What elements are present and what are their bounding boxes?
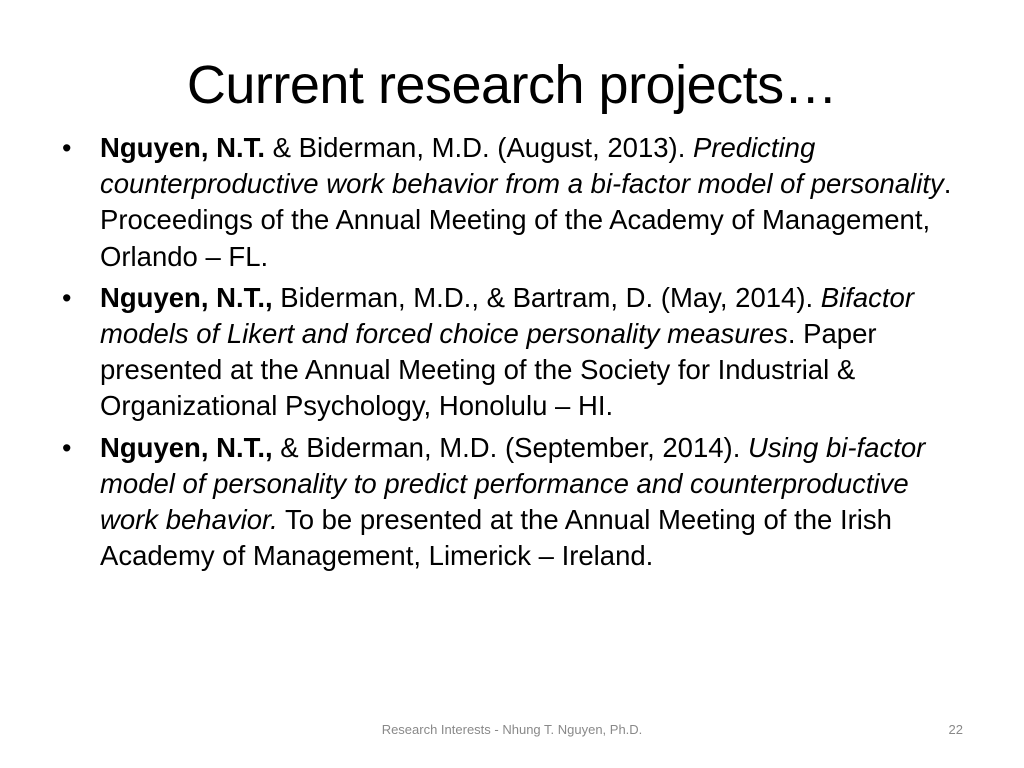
page-number: 22 bbox=[948, 722, 963, 737]
reference-work-title: Bifactor models of Likert and forced choice personality measures bbox=[100, 281, 914, 350]
bullet-icon: • bbox=[62, 133, 72, 163]
reference-authors-bold: Nguyen, N.T., bbox=[100, 431, 273, 463]
reference-text-before-title: Biderman, M.D., & Bartram, D. (May, 2014). bbox=[272, 281, 821, 313]
reference-item bbox=[60, 430, 965, 575]
reference-list bbox=[60, 130, 965, 579]
footer-text: Research Interests - Nhung T. Nguyen, Ph.D. bbox=[381, 722, 643, 737]
slide-title: Current research projects… bbox=[186, 55, 838, 115]
bullet-icon: • bbox=[62, 282, 72, 313]
reference-text-before-title: & Biderman, M.D. (August, 2013). bbox=[265, 132, 693, 163]
reference-text-after-title: . Paper presented at the Annual Meeting of the Society for Industrial & Organizational Psychology, Honolulu – HI. bbox=[100, 318, 877, 422]
bullet-icon: • bbox=[62, 432, 72, 463]
reference-work-title: Predicting counterproductive work behavior from a bi-factor model of personality bbox=[100, 132, 944, 200]
reference-work-title: Using bi-factor model of personality to predict performance and counterproductive work behavior. bbox=[100, 431, 926, 536]
reference-text-before-title: & Biderman, M.D. (September, 2014). bbox=[272, 431, 748, 463]
reference-text-after-title: To be presented at the Annual Meeting of the Irish Academy of Management, Limerick – Ireland. bbox=[100, 504, 892, 572]
reference-item bbox=[60, 280, 965, 425]
reference-text-after-title: . Proceedings of the Annual Meeting of the Academy of Management, Orlando – FL. bbox=[100, 168, 952, 272]
reference-authors-bold: Nguyen, N.T., bbox=[100, 281, 273, 313]
reference-authors-bold: Nguyen, N.T. bbox=[100, 132, 266, 163]
reference-item bbox=[60, 130, 965, 275]
